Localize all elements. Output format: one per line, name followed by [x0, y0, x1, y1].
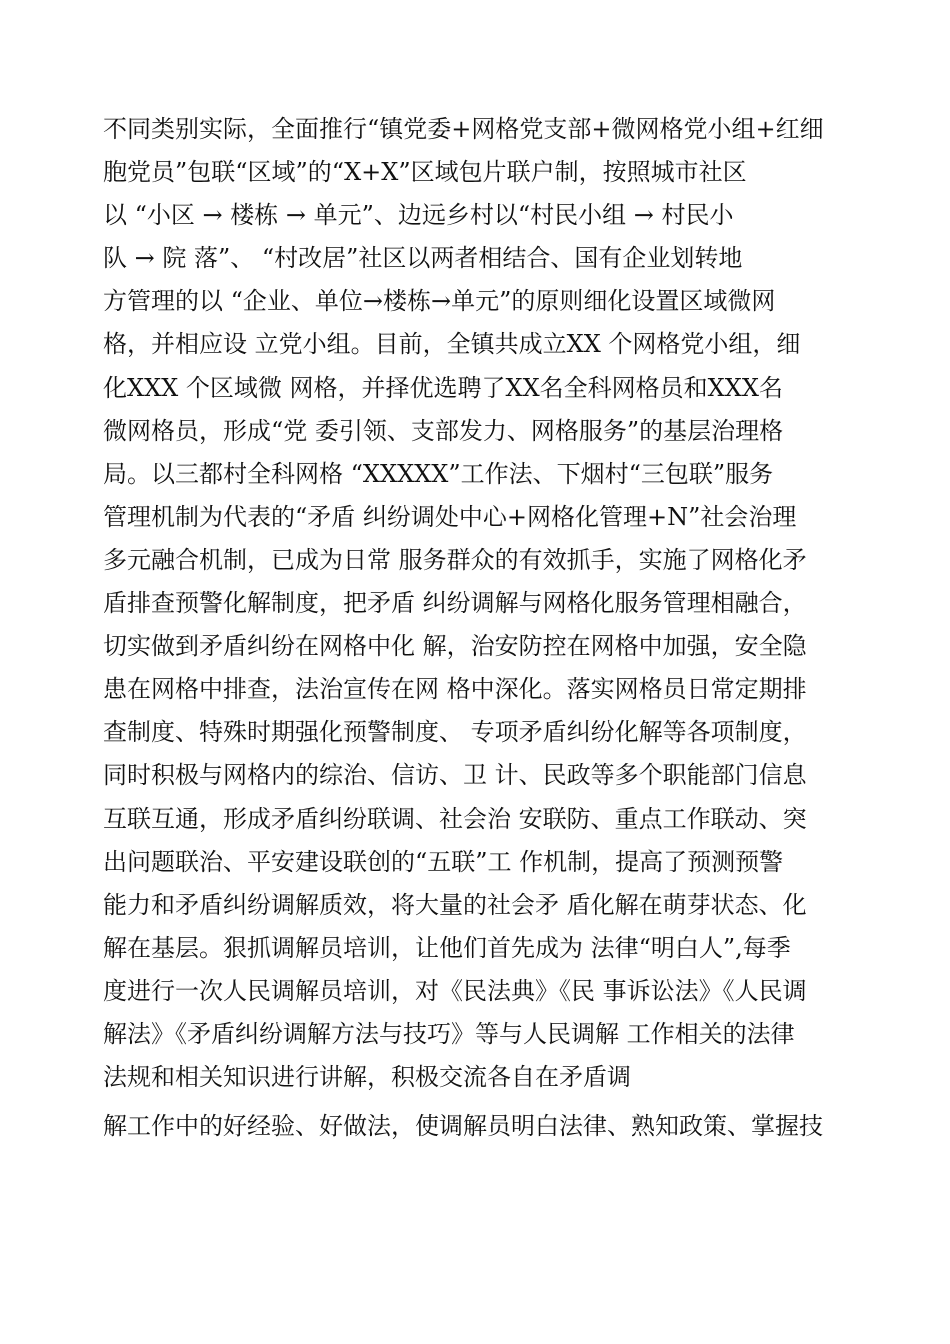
text-line: 方管理的以 “企业、单位→楼栋→单元”的原则细化设置区域微网 [103, 287, 776, 316]
text-line: 切实做到矛盾纠纷在网格中化 解，治安防控在网格中加强，安全隐 [103, 632, 807, 661]
text-line: 同时积极与网格内的综治、信访、卫 计、民政等多个职能部门信息 [103, 761, 807, 790]
text-line: 查制度、特殊时期强化预警制度、 专项矛盾纠纷化解等各项制度， [103, 718, 807, 747]
text-line: 格，并相应设 立党小组。目前，全镇共成立XX 个网格党小组，细 [103, 330, 801, 359]
text-line: 出问题联治、平安建设联创的“五联”工 作机制，提高了预测预警 [103, 847, 784, 876]
text-line: 多元融合机制，已成为日常 服务群众的有效抓手，实施了网格化矛 [103, 545, 807, 574]
text-line: 解在基层。狠抓调解员培训，让他们首先成为 法律“明白人”,每季 [103, 933, 791, 962]
text-line: 局。以三都村全科网格 “XXXXX”工作法、下烟村“三包联”服务 [103, 459, 774, 488]
text-line: 管理机制为代表的“矛盾 纠纷调处中心+网格化管理+N”社会治理 [103, 502, 797, 531]
text-line: 以 “小区 → 楼栋 → 单元”、边远乡村以“村民小组 → 村民小 [103, 201, 734, 230]
text-line: 解法》《矛盾纠纷调解方法与技巧》等与人民调解 工作相关的法律 [103, 1019, 795, 1048]
text-line: 解工作中的好经验、好做法，使调解员明白法律、熟知政策、掌握技 [103, 1112, 823, 1141]
text-line: 化XXX 个区域微 网格，并择优选聘了XX名全科网格员和XXX名 [103, 373, 783, 402]
text-line: 患在网格中排查，法治宣传在网 格中深化。落实网格员日常定期排 [103, 675, 807, 704]
text-line: 度进行一次人民调解员培训，对《民法典》《民 事诉讼法》《人民调 [103, 976, 807, 1005]
text-line: 能力和矛盾纠纷调解质效，将大量的社会矛 盾化解在萌芽状态、化 [103, 890, 807, 919]
text-line: 互联互通，形成矛盾纠纷联调、社会治 安联防、重点工作联动、突 [103, 804, 807, 833]
text-line: 微网格员，形成“党 委引领、支部发力、网格服务”的基层治理格 [103, 416, 784, 445]
text-line: 法规和相关知识进行讲解，积极交流各自在矛盾调 [103, 1063, 631, 1092]
text-line: 盾排查预警化解制度，把矛盾 纠纷调解与网格化服务管理相融合， [103, 589, 807, 618]
text-line: 队 → 院 落”、 “村改居”社区以两者相结合、国有企业划转地 [103, 244, 743, 273]
body-paragraph [103, 108, 863, 1148]
text-line: 不同类别实际，全面推行“镇党委+网格党支部+微网格党小组+红细 [103, 115, 824, 143]
text-line: 胞党员”包联“区域”的“X+X”区域包片联户制，按照城市社区 [103, 158, 747, 187]
